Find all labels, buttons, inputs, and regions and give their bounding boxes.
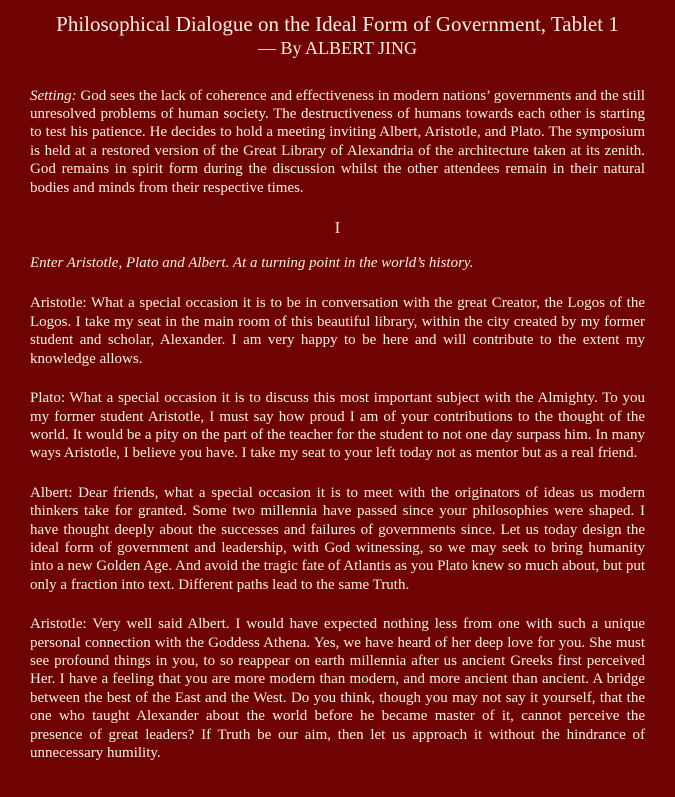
dialogue-paragraph: [30, 615, 645, 762]
setting-text: God sees the lack of coherence and effectiveness in modern nations’ governments and the still unresolved problems of human society. The destructiveness of humans towards each other is starting to test his patience. He decides to hold a meeting inviting Albert, Aristotle, and Plato. The symposium is held at a restored version of the Great Library of Alexandria of the architecture taken at its zenith. God remains in spirit form during the discussion whilst the other attendees remain in their natural bodies and minds from their respective times.: [30, 87, 645, 196]
dialogue-text: Dear friends, what a special occasion it is to meet with the originators of ideas us modern thinkers take for granted. Some two millennia have passed since your philosophies were shaped. I have thought deeply about the successes and failures of governments since. Let us today design the ideal form of government and leadership, with God witnessing, so we may seek to bring humanity into a new Golden Age. And avoid the tragic fate of Atlantis as you Plato knew so much about, but put only a fraction into text. Different paths lead to the same Truth.: [30, 484, 645, 593]
dialogue-text: Very well said Albert. I would have expected nothing less from one with such a unique personal connection with the Goddess Athena. Yes, we have heard of her deep love for you. She must see profound things in you, to so reappear on earth millennia after us ancient Greeks first perceived Her. I have a feeling that you are more modern than modern, and more ancient than ancient. A bridge between the best of the East and the West. Do you think, though you may not say it yourself, that the one who taught Alexander about the world before he became master of it, cannot perceive the presence of great leaders? If Truth be our aim, then let us approach it without the hindrance of unnecessary humility.: [30, 616, 645, 762]
document-header: [30, 12, 645, 60]
dialogue-paragraph: [30, 389, 645, 463]
setting-label: Setting:: [30, 87, 77, 104]
dialogue-text: What a special occasion it is to discuss this most important subject with the Almighty. To you my former student Aristotle, I must say how proud I am of your contributions to the thought of the world. It would be a pity on the part of the teacher for the student to not one day surpass him. In many ways Aristotle, I believe you have. I take my seat to your left today not as mentor but as a real friend.: [30, 390, 645, 462]
document-title: Philosophical Dialogue on the Ideal Form of Government, Tablet 1: [56, 12, 619, 36]
section-numeral: I: [334, 218, 341, 238]
speaker-name: Plato:: [30, 390, 66, 407]
document-byline: — By ALBERT JING: [257, 38, 418, 59]
stage-direction: Enter Aristotle, Plato and Albert. At a turning point in the world’s history.: [30, 255, 474, 272]
setting-paragraph: [30, 87, 645, 197]
speaker-name: Aristotle:: [30, 295, 87, 312]
dialogue-paragraph: [30, 294, 645, 368]
speaker-name: Albert:: [30, 484, 73, 501]
dialogue-paragraph: [30, 484, 645, 594]
dialogue-text: What a special occasion it is to be in conversation with the great Creator, the Logos of the Logos. I take my seat in the main room of this beautiful library, within the city created by my former student and scholar, Alexander. I am very happy to be here and will contribute to the extent my knowledge allows.: [30, 295, 645, 367]
speaker-name: Aristotle:: [30, 616, 87, 633]
dialogue-container: [30, 294, 645, 762]
